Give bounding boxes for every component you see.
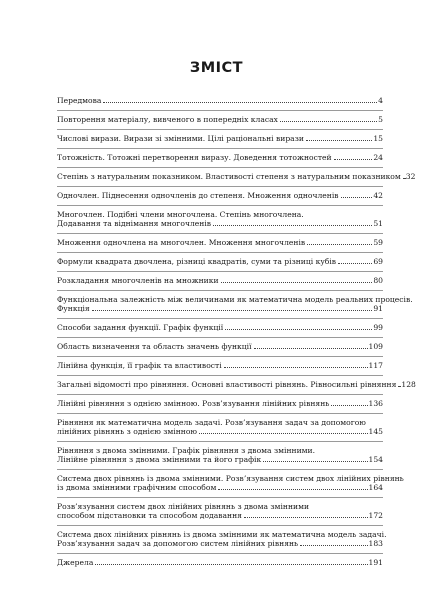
toc-entry-title: Джерела [57,558,94,567]
dot-leader [199,433,367,434]
dot-leader [263,461,367,462]
toc-page-number: 128 [401,380,416,389]
entry-divider [57,148,383,149]
dot-leader [225,329,372,330]
toc-entry [57,446,383,464]
toc-entry-title: Рівняння з двома змінними. Графік рівняння з двома змінними. [57,446,316,455]
toc-entry-line [57,134,383,143]
entry-divider [57,337,383,338]
toc-page-number: 4 [378,96,383,105]
dot-leader [398,386,400,387]
toc-entry [57,474,404,492]
toc-entry-line [57,539,383,548]
toc-entry-title: Область визначення та область значень функції [57,342,252,351]
toc-entry-line [57,295,413,304]
entry-divider [57,553,383,554]
toc-entry [57,96,383,105]
entry-divider [57,497,383,498]
toc-entry-title: лінійних рівнянь з однією змінною [57,427,198,436]
toc-page-number: 15 [373,134,383,143]
toc-entry-line [57,257,383,266]
toc-entry-line [57,210,383,219]
toc-entry-line [57,483,383,492]
toc-entry-title: із двома змінними графічним способом [57,483,217,492]
toc-entry-title: Лінійне рівняння з двома змінними та його графік [57,455,262,464]
toc-entry [57,115,383,124]
entry-divider [57,233,383,234]
dot-leader [95,564,367,565]
toc-entry-title: Розв’язування систем двох лінійних рівнянь з двома змінними [57,502,310,511]
toc-entry-title: Повторення матеріалу, вивченого в попередніх класах [57,115,278,124]
toc-page-number: 91 [373,304,383,313]
toc-entry-title: Загальні відомості про рівняння. Основні властивості рівнянь. Рівносильні рівняння [57,380,397,389]
toc-entry-line [57,446,383,455]
toc-entry-line [57,474,404,483]
toc-entry-title: Розкладання многочленів на множники [57,276,219,285]
toc-entry-title: Лінійні рівняння з однією змінною. Розв’язування лінійних рівнянь [57,399,330,408]
page-title: ЗМІСТ [189,60,244,76]
toc-page-number: 59 [373,238,383,247]
entry-divider [57,318,383,319]
entry-divider [57,110,383,111]
toc-entry-title: Функція [57,304,90,313]
toc-page-number: 154 [368,455,383,464]
toc-entry [57,210,383,228]
entry-divider [57,375,383,376]
toc-page-number: 136 [368,399,383,408]
toc-entry-line [57,115,383,124]
dot-leader [334,159,373,160]
dot-leader [218,489,367,490]
toc-entry [57,295,413,313]
dot-leader [92,310,373,311]
toc-entry [57,172,416,181]
toc-entry-title: Лінійна функція, її графік та властивості [57,361,222,370]
toc-entry-line [57,323,383,332]
entry-divider [57,413,383,414]
entry-divider [57,167,383,168]
toc-page-number: 42 [373,191,383,200]
dot-leader [103,102,377,103]
dot-leader [221,282,373,283]
toc-entry-title: Множення одночлена на многочлен. Множення многочленів [57,238,306,247]
toc-page-number: 183 [368,539,383,548]
dot-leader [300,545,367,546]
toc-entry [57,238,383,247]
toc-entry-title: Числові вирази. Вирази зі змінними. Цілі раціональні вирази [57,134,304,143]
toc-entry-title: Розв’язування задач за допомогою систем лінійних рівнянь [57,539,299,548]
toc-entry-title: Формули квадрата двочлена, різниці квадратів, суми та різниці кубів [57,257,337,266]
toc-page-number: 80 [373,276,383,285]
toc-entry-title: Способи задання функції. Графік функції [57,323,224,332]
toc-entry [57,418,383,436]
toc-entry-line [57,361,383,370]
toc-entry [57,530,387,548]
dot-leader [224,367,368,368]
toc-entry [57,134,383,143]
toc-page-number: 172 [368,511,383,520]
dot-leader [254,348,368,349]
toc-entry-line [57,342,383,351]
toc-entry-title: Тотожність. Тотожні перетворення виразу. Доведення тотожностей [57,153,332,162]
table-of-contents [57,96,416,576]
entry-divider [57,290,383,291]
toc-entry [57,380,416,389]
toc-entry-line [57,304,383,313]
toc-entry-line [57,502,383,511]
entry-divider [57,129,383,130]
toc-entry-title: Додавання та віднімання многочленів [57,219,212,228]
dot-leader [338,263,372,264]
entry-divider [57,525,383,526]
toc-entry-line [57,418,383,427]
entry-divider [57,394,383,395]
toc-entry-title: Многочлен. Подібні члени многочлена. Степінь многочлена. [57,210,304,219]
dot-leader [331,405,367,406]
toc-page-number: 24 [373,153,383,162]
toc-entry-line [57,219,383,228]
toc-entry-line [57,191,383,200]
toc-entry-line [57,380,416,389]
toc-entry-line [57,558,383,567]
toc-page-number: 99 [373,323,383,332]
toc-entry-title: Передмова [57,96,102,105]
toc-page-number: 164 [368,483,383,492]
entry-divider [57,271,383,272]
toc-entry-line [57,427,383,436]
dot-leader [280,121,377,122]
toc-entry [57,153,383,162]
dot-leader [341,197,373,198]
toc-entry-line [57,399,383,408]
toc-entry-line [57,238,383,247]
dot-leader [306,140,372,141]
entry-divider [57,252,383,253]
entry-divider [57,441,383,442]
toc-entry [57,342,383,351]
toc-entry-line [57,276,383,285]
toc-page-number: 109 [368,342,383,351]
toc-entry [57,257,383,266]
entry-divider [57,205,383,206]
toc-entry-line [57,96,383,105]
dot-leader [307,244,372,245]
toc-page-number: 191 [368,558,383,567]
toc-page-number: 51 [373,219,383,228]
toc-entry-line [57,511,383,520]
toc-entry-line [57,172,416,181]
toc-entry-title: Одночлен. Піднесення одночленів до степеня. Множення одночленів [57,191,339,200]
toc-entry-title: Степінь з натуральним показником. Властивості степеня з натуральним показником [57,172,401,181]
toc-entry-line [57,455,383,464]
toc-entry-title: Система двох лінійних рівнянь із двома змінними як математична модель задачі. [57,530,387,539]
toc-entry [57,399,383,408]
toc-entry [57,191,383,200]
toc-entry [57,361,383,370]
toc-entry-title: способом підстановки та способом додавання [57,511,242,520]
entry-divider [57,469,383,470]
toc-page-number: 145 [368,427,383,436]
toc-entry-line [57,530,387,539]
toc-entry [57,276,383,285]
entry-divider [57,356,383,357]
toc-entry [57,502,383,520]
toc-page-number: 32 [405,172,416,181]
entry-divider [57,186,383,187]
dot-leader [403,178,405,179]
toc-page-number: 69 [373,257,383,266]
toc-page-number: 117 [368,361,383,370]
toc-entry [57,558,383,567]
toc-entry-title: Функціональна залежність між величинами як математична модель реальних процесів. [57,295,413,304]
toc-page-number: 5 [378,115,383,124]
toc-entry-title: Рівняння як математична модель задачі. Розв’язування задач за допомогою [57,418,366,427]
toc-entry-title: Система двох рівнянь із двома змінними. Розв’язування систем двох лінійних рівнянь [57,474,404,483]
dot-leader [244,517,368,518]
dot-leader [213,225,372,226]
toc-entry-line [57,153,383,162]
toc-entry [57,323,383,332]
